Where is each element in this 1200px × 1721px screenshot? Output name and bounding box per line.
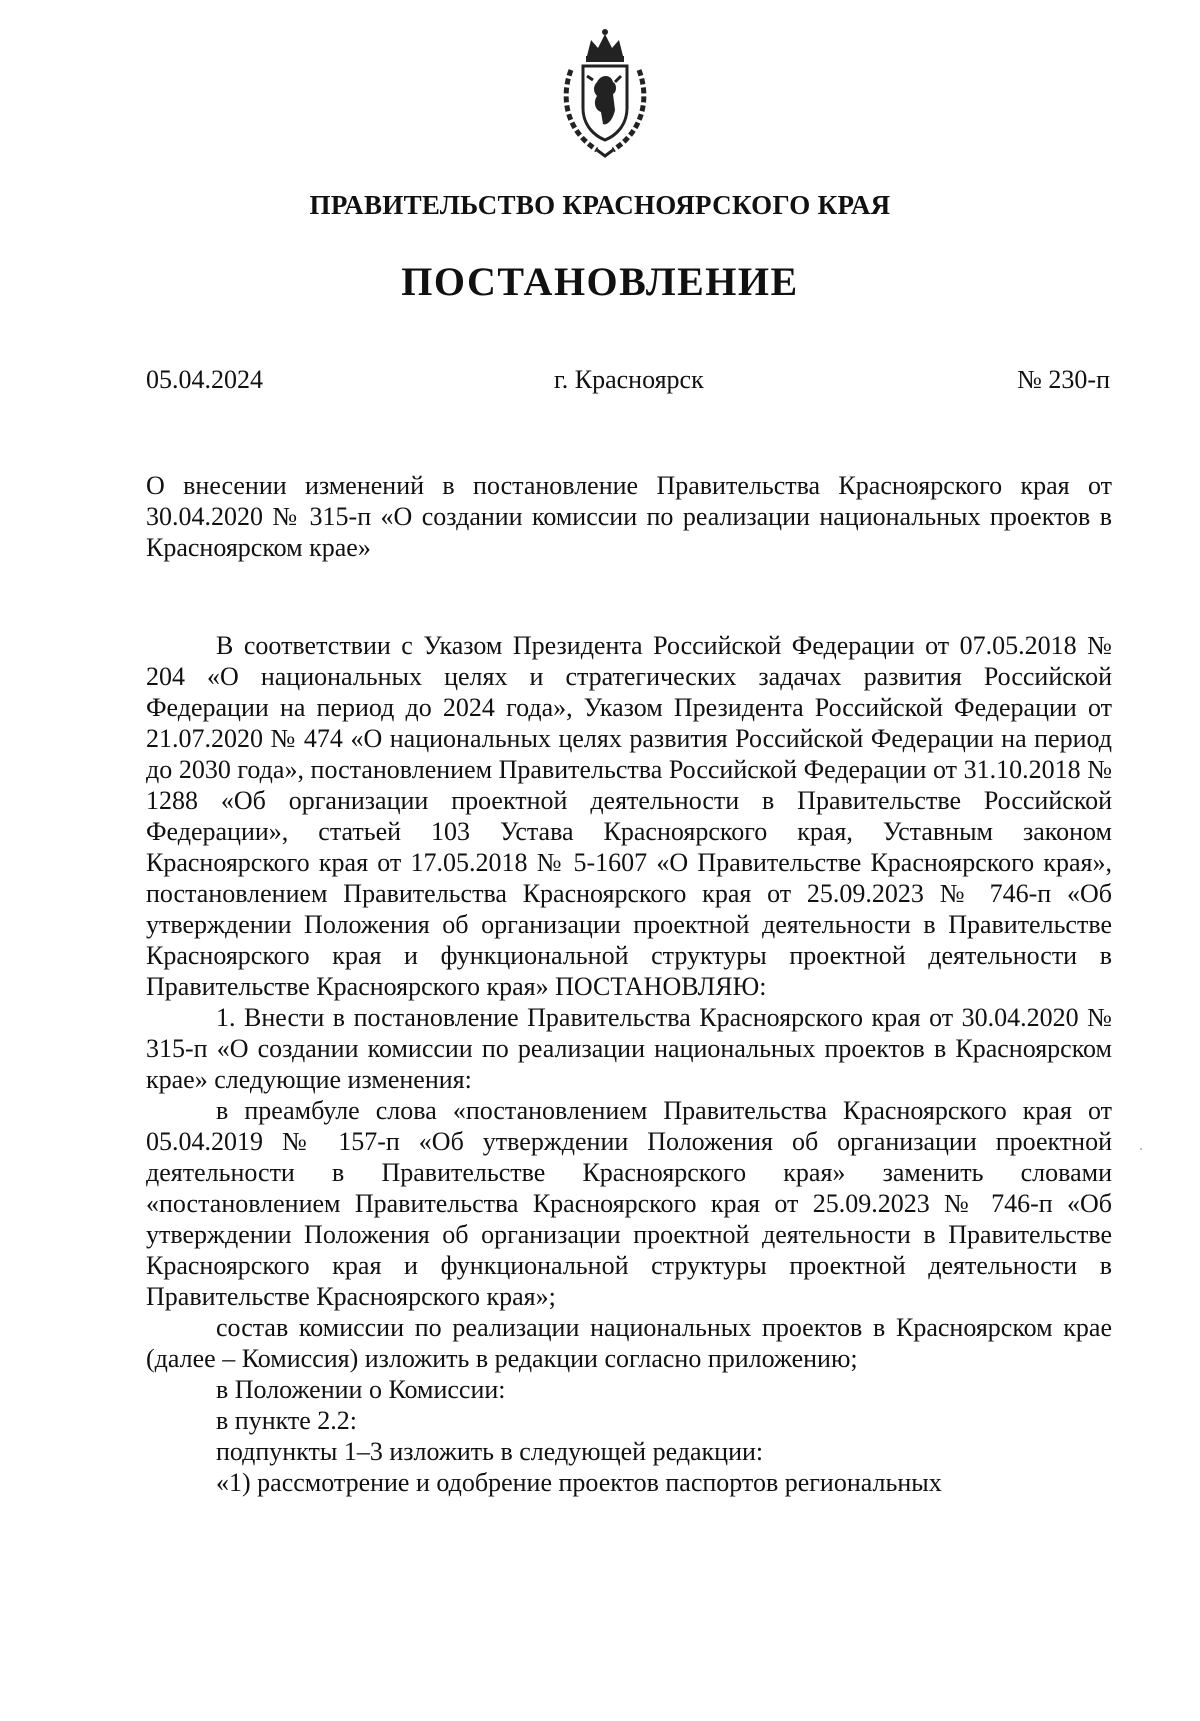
organization-title: ПРАВИТЕЛЬСТВО КРАСНОЯРСКОГО КРАЯ [309, 190, 891, 220]
document-body [146, 630, 1112, 1498]
body-paragraph: в преамбуле слова «постановлением Правительства Красноярского края от 05.04.2019 № 157-п «Об утверждении Положения об организации проектной деятельности в Правительстве Красноярского края» заменить словами «постановлением Правительства Красноярского края от 25.09.2023 № 746-п «Об утверждении Положения об организации проектной деятельности в Правительстве Красноярского края и функциональной структуры проектной деятельности в Правительстве Красноярского края»; [146, 1096, 1112, 1311]
body-paragraph: «1) рассмотрение и одобрение проектов паспортов региональных [216, 1468, 942, 1497]
body-paragraph: состав комиссии по реализации национальных проектов в Красноярском крае (далее – Комиссия) изложить в редакции согласно приложению; [146, 1313, 1112, 1373]
document-type: ПОСТАНОВЛЕНИЕ [401, 259, 799, 304]
body-paragraph: в Положении о Комиссии: [216, 1375, 506, 1404]
document-date: 05.04.2024 [146, 365, 263, 394]
body-paragraph: 1. Внести в постановление Правительства Красноярского края от 30.04.2020 № 315-п «О создании комиссии по реализации национальных проектов в Красноярском крае» следующие изменения: [146, 1003, 1112, 1094]
body-paragraph: в пункте 2.2: [216, 1406, 358, 1435]
document-subject: О внесении изменений в постановление Правительства Красноярского края от 30.04.2020 № 315-п «О создании комиссии по реализации национальных проектов в Красноярском крае» [146, 471, 1112, 562]
document-number: № 230-п [1017, 365, 1110, 394]
body-paragraph: подпункты 1–3 изложить в следующей редакции: [216, 1437, 764, 1466]
document-city: г. Красноярск [554, 365, 704, 394]
document-meta [146, 365, 1110, 395]
scan-speck [1140, 1148, 1142, 1150]
body-paragraph: В соответствии с Указом Президента Российской Федерации от 07.05.2018 № 204 «О национальных целях и стратегических задачах развития Российской Федерации на период до 2024 года», Указом Президента Российской Федерации от 21.07.2020 № 474 «О национальных целях развития Российской Федерации на период до 2030 года», постановлением Правительства Российской Федерации от 31.10.2018 № 1288 «Об организации проектной деятельности в Правительстве Российской Федерации», статьей 103 Устава Красноярского края, Уставным законом Красноярского края от 17.05.2018 № 5-1607 «О Правительстве Красноярского края», постановлением Правительства Красноярского края от 25.09.2023 № 746-п «Об утверждении Положения об организации проектной деятельности в Правительстве Красноярского края и функциональной структуры проектной деятельности в Правительстве Красноярского края» ПОСТАНОВЛЯЮ: [146, 631, 1112, 1001]
coat-of-arms-icon [557, 26, 653, 160]
